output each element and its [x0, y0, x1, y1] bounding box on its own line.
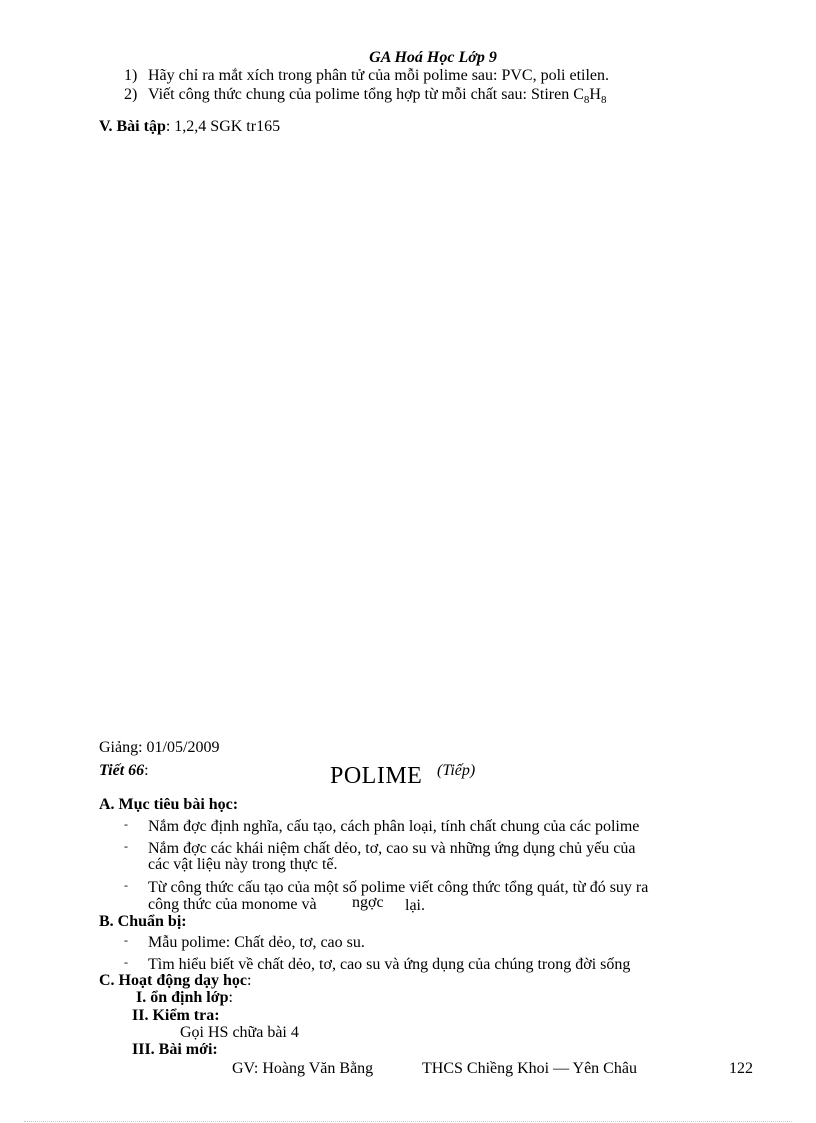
bullet-dash: -	[124, 817, 128, 831]
objective-1: Nắm đợc định nghĩa, cấu tạo, cách phân loại, tính chất chung của các polime	[148, 818, 640, 835]
section-c-label: C. Hoạt động dạy học	[99, 972, 248, 989]
section-a-heading: A. Mục tiêu bài học:	[99, 796, 239, 813]
subscript-8a: 8	[583, 94, 590, 107]
lesson-subtitle: (Tiếp)	[437, 762, 476, 779]
date-line: Giảng: 01/05/2009	[99, 739, 220, 756]
period-label: Tiết 66	[99, 762, 145, 779]
period-colon: :	[144, 762, 149, 779]
page-divider	[24, 1121, 792, 1122]
question-2-mid: H	[589, 86, 601, 103]
bullet-dash: -	[124, 933, 128, 947]
homework-line	[99, 119, 280, 135]
question-1-text: Hãy chỉ ra mắt xích trong phân tử của mỗi polime sau: PVC, poli etilen.	[148, 67, 610, 84]
footer-page-number: 122	[729, 1060, 753, 1077]
bullet-dash: -	[124, 878, 128, 892]
step-1-colon: :	[228, 989, 233, 1006]
homework-text: : 1,2,4 SGK tr165	[165, 118, 281, 135]
step-1-label: I. ổn định lớp	[136, 989, 229, 1006]
question-2-main: Viết công thức chung của polime tổng hợp từ mỗi chất sau: Stiren C	[148, 86, 584, 103]
preparation-1: Mẫu polime: Chất dẻo, tơ, cao su.	[148, 934, 365, 951]
section-b-heading: B. Chuẩn bị:	[99, 913, 187, 930]
question-1-number: 1)	[124, 67, 138, 84]
subscript-8b: 8	[600, 94, 607, 107]
objective-3-line-2c: lại.	[405, 897, 425, 914]
period-line	[99, 763, 149, 779]
step-stabilize-class	[136, 990, 233, 1006]
objective-3-line-2a: công thức của monome và	[148, 896, 317, 913]
objective-2-line-2: các vật liệu này trong thực tế.	[148, 856, 338, 873]
step-new-lesson-heading: III. Bài mới:	[132, 1041, 218, 1058]
step-check-detail: Gọi HS chữa bài 4	[180, 1024, 299, 1041]
footer-school: THCS Chiềng Khoi — Yên Châu	[422, 1060, 637, 1077]
preparation-2: Tìm hiểu biết về chất dẻo, tơ, cao su và ứng dụng của chúng trong đời sống	[148, 956, 631, 973]
objective-3-line-1: Từ công thức cấu tạo của một số polime viết công thức tổng quát, từ đó suy ra	[148, 879, 649, 896]
bullet-dash: -	[124, 839, 128, 853]
objective-2-line-1: Nắm đợc các khái niệm chất dẻo, tơ, cao su và những ứng dụng chủ yếu của	[148, 840, 636, 857]
bullet-dash: -	[124, 955, 128, 969]
question-2-text	[148, 87, 606, 106]
lesson-title: POLIME	[330, 763, 423, 789]
document-header: GA Hoá Học Lớp 9	[369, 49, 497, 66]
footer-teacher: GV: Hoàng Văn Bằng	[232, 1060, 374, 1077]
section-c-heading	[99, 973, 251, 989]
objective-3-line-2b: ngợc	[352, 894, 384, 911]
question-2-number: 2)	[124, 86, 138, 103]
section-c-colon: :	[247, 972, 252, 989]
step-check-heading: II. Kiểm tra:	[132, 1007, 220, 1024]
homework-label: V. Bài tập	[99, 118, 166, 135]
